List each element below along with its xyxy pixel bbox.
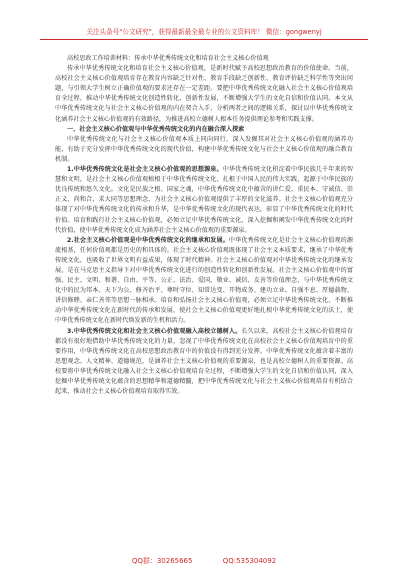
document-title: 高校思政工作培训材料：传承中华优秀传统文化和培育社会主义核心价值观 bbox=[67, 55, 269, 62]
header-divider bbox=[40, 39, 368, 40]
paragraph-section-intro: 中华优秀传统文化与社会主义核心价值观本质上同向同行，深入发掘其对社会主义核心价值观的涵养功能，有助于充分发挥中华优秀传统文化的现代价值，构建中华优秀传统文化与社会主义核心价值观的融合教育机制。 bbox=[55, 135, 353, 163]
paragraph-point-3 bbox=[55, 327, 353, 398]
paragraph-point-2 bbox=[55, 236, 353, 327]
paragraph-intro: 传承中华优秀传统文化和培育社会主义核心价值观，是新时代赋予高校思想政治教育的价值使命。当前，高校社会主义核心价值观培育存在教育内容缺乏针对性、教育手段缺乏创新性、教育评价缺乏科学性等突出问题，与引领大学生树立正确价值观的要求还存在一定差距。要把中华优秀传统文化融入社会主义核心价值观培育全过程，推动中华优秀传统文化创造性转化、创新性发展，不断增强大学生的文化自信和价值认同。本文从中华优秀传统文化与社会主义核心价值观的内在契合入手，分析两者之间的逻辑关系，探讨以中华优秀传统文化涵养社会主义核心价值观的有效路径，为推进高校立德树人根本任务提供理论参考和实践支撑。 bbox=[55, 65, 353, 123]
paragraph-point-1 bbox=[55, 165, 353, 236]
point-1-lead: 1.中华优秀传统文化是社会主义核心价值观的思想源泉。 bbox=[67, 166, 223, 174]
point-2-lead: 2.社会主义核心价值观是中华优秀传统文化的继承和发展。 bbox=[67, 236, 229, 244]
footer-qq-group: QQ群：30265665 bbox=[131, 557, 193, 565]
header-promo-text: 关注头条号"公文研究"，获得最新最全最专业的公文资料库！ 微信：gongwenyj bbox=[86, 28, 322, 36]
footer-qq: QQ:535304092 bbox=[222, 557, 277, 565]
point-1-text: 中华优秀传统文化积淀着中华民族几千年来的智慧和文明，是社会主义核心价值观植根于中华优秀传统文化，扎根于中国人民的伟大实践，起源于中华民族的优良传统和悠久文化。文化是民族之根、国家之魂，中华优秀传统文化中蕴含的讲仁爱、重民本、守诚信、崇正义、尚和合、求大同等思想理念，为社会主义核心价值观提供了丰厚的文化滋养。社会主义核心价值观充分体现了对中华优秀传统文化的传承和升华，是中华优秀传统文化的现代表达，彰显了中华优秀传统文化的时代价值。培育和践行社会主义核心价值观，必须立足中华优秀传统文化，深入挖掘和阐发中华优秀传统文化的时代价值，使中华优秀传统文化成为涵养社会主义核心价值观的重要源泉。 bbox=[55, 166, 353, 234]
point-2-text: 中华优秀传统文化是社会主义核心价值观的源流根基，任何价值观都是历史的和具体的。社会主义核心价值观既体现了社会主义本质要求，继承了中华优秀传统文化，也吸收了世界文明有益成果，体现了时代精神。社会主义核心价值观对中华优秀传统文化的继承发展，是在马克思主义指导下对中华优秀传统文化进行的创造性转化和创新性发展。社会主义核心价值观中的富强、民主、文明、和谐、自由、平等、公正、法治、爱国、敬业、诚信、友善等价值理念，与中华优秀传统文化中的民为邦本、天下为公、修齐治平、尊时守位、知常达变、开物成务、建功立业、自强不息、厚德载物、讲信修睦、亲仁善邻等思想一脉相承。培育和弘扬社会主义核心价值观，必须立足中华优秀传统文化，不断推动中华优秀传统文化在新时代的传承和发展，使社会主义核心价值观更好地扎根中华优秀传统文化的沃土，使中华优秀传统文化在新时代焕发新的生机和活力。 bbox=[55, 236, 353, 325]
document-body bbox=[55, 54, 353, 540]
point-3-text: 长久以来，高校社会主义核心价值观培育都没有很好地借助中华优秀传统文化的力量，忽视了中华优秀传统文化在高校社会主义核心价值观培育中的重要作用，中华优秀传统文化在高校思想政治教育中的价值没有得到充分发挥。中华优秀传统文化蕴含着丰富的思想观念、人文精神、道德规范，是涵养社会主义核心价值观的重要源泉，也是高校立德树人的重要资源。高校要将中华优秀传统文化融入社会主义核心价值观培育全过程，不断增强大学生的文化自信和价值认同，深入挖掘中华优秀传统文化蕴含的思想精华和道德精髓，把中华优秀传统文化与社会主义核心价值观培育有机结合起来，推动社会主义核心价值观培育取得实效。 bbox=[55, 327, 353, 396]
point-3-lead: 3.中华优秀传统文化和社会主义核心价值观融入高校立德树人。 bbox=[67, 327, 242, 335]
section-heading: 一、社会主义核心价值观与中华优秀传统文化的内在融合深入探索 bbox=[67, 125, 245, 133]
footer-contact bbox=[40, 556, 368, 566]
